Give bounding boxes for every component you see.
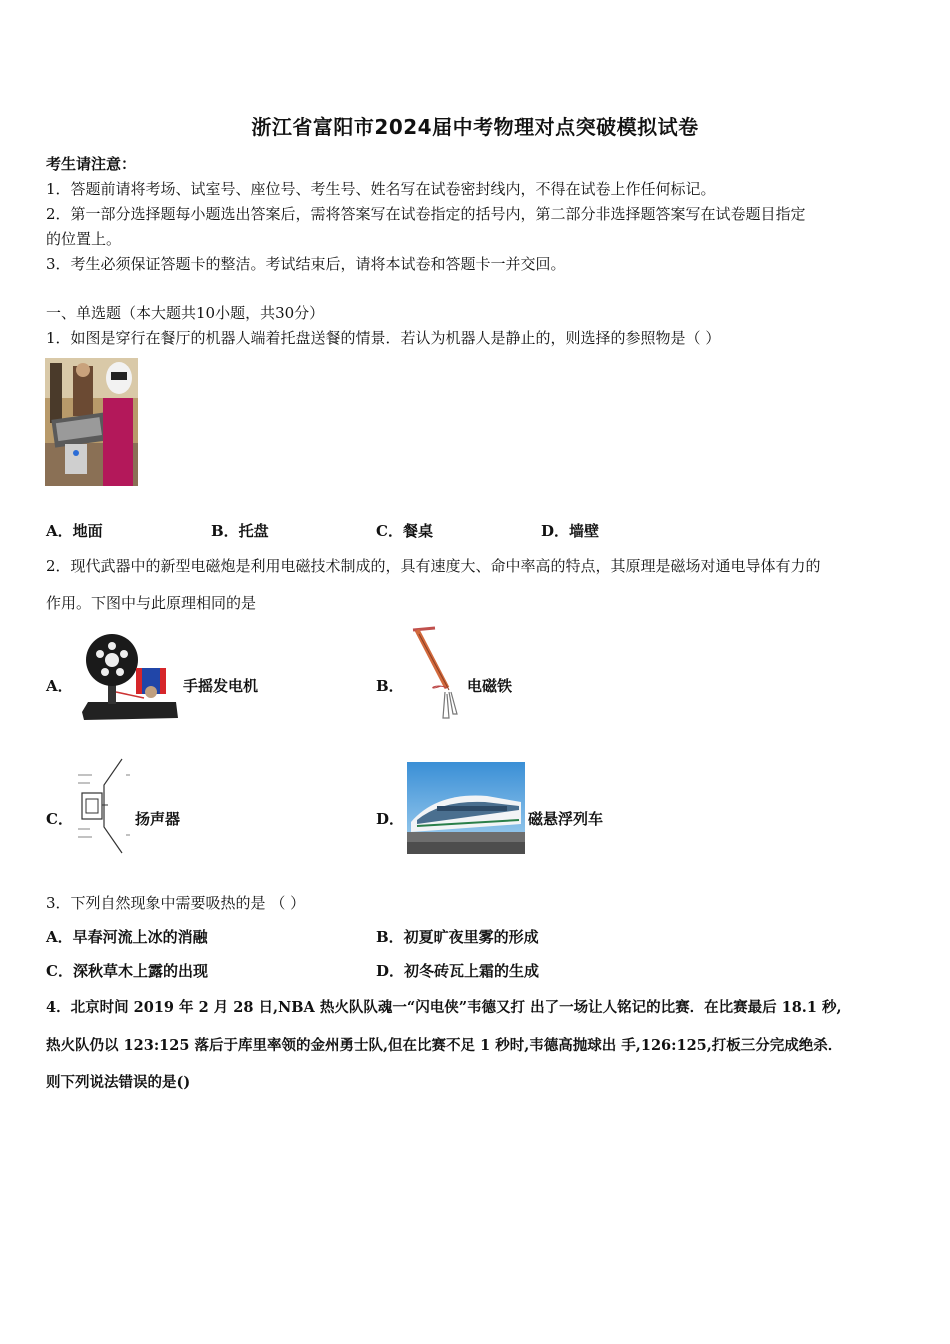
q1-option-a: A．地面 — [46, 522, 103, 540]
section-heading: 一、单选题（本大题共10小题，共30分） — [46, 304, 325, 322]
q1-option-b: B．托盘 — [211, 522, 269, 540]
robot-waiter-photo — [45, 358, 138, 486]
q2-option-b-letter: B． — [376, 677, 404, 695]
notice-heading: 考生请注意： — [46, 155, 137, 173]
q4-line2: 热火队仍以 123:125 落后于库里率领的金州勇士队,但在比赛不足 1 秒时,韦德高抛球出 手,126:125,打板三分完成绝杀． — [46, 1037, 843, 1054]
notice-item-1: 1．答题前请将考场、试室号、座位号、考生号、姓名写在试卷密封线内，不得在试卷上作任何标记。 — [46, 180, 716, 198]
q2-stem-line1: 2．现代武器中的新型电磁炮是利用电磁技术制成的，具有速度大、命中率高的特点，其原理是磁场对通电导体有力的 — [46, 557, 821, 575]
q2-option-d-caption: 磁悬浮列车 — [528, 810, 604, 828]
q3-option-d: D．初冬砖瓦上霜的生成 — [376, 962, 540, 980]
q3-option-c: C．深秋草木上露的出现 — [46, 962, 208, 980]
page-title: 浙江省富阳市2024届中考物理对点突破模拟试卷 — [251, 115, 699, 139]
q2-option-a-caption: 手摇发电机 — [183, 677, 259, 695]
q1-option-c: C．餐桌 — [376, 522, 433, 540]
q3-option-a: A．早春河流上冰的消融 — [46, 928, 208, 946]
q3-stem: 3．下列自然现象中需要吸热的是 （ ） — [46, 894, 306, 912]
notice-item-2: 2．第一部分选择题每小题选出答案后，需将答案写在试卷指定的括号内，第二部分非选择题答案写在试卷题目指定 — [46, 205, 806, 223]
q2-option-c-letter: C． — [46, 810, 73, 828]
q2-option-b-caption: 电磁铁 — [467, 677, 513, 695]
loudspeaker-diagram — [74, 755, 134, 857]
notice-item-2-cont: 的位置上。 — [46, 230, 122, 248]
q2-option-d-letter: D． — [376, 810, 405, 828]
maglev-train-photo — [407, 762, 525, 854]
q4-line3: 则下列说法错误的是() — [46, 1074, 191, 1091]
q1-stem: 1．如图是穿行在餐厅的机器人端着托盘送餐的情景．若认为机器人是静止的，则选择的参照物是（ ） — [46, 329, 721, 347]
notice-item-3: 3．考生必须保证答题卡的整洁。考试结束后，请将本试卷和答题卡一并交回。 — [46, 255, 566, 273]
q3-option-b: B．初夏旷夜里雾的形成 — [376, 928, 539, 946]
q2-option-a-letter: A． — [46, 677, 73, 695]
q2-option-c-caption: 扬声器 — [135, 810, 181, 828]
q1-option-d: D．墙壁 — [541, 522, 600, 540]
q2-stem-line2: 作用。下图中与此原理相同的是 — [46, 594, 257, 612]
q4-line1: 4．北京时间 2019 年 2 月 28 日,NBA 热火队队魂一“闪电侠”韦德又打 出了一场让人铭记的比赛．在比赛最后 18.1 秒, — [46, 999, 842, 1016]
electromagnet-image — [405, 622, 465, 724]
hand-generator-image — [80, 632, 180, 722]
